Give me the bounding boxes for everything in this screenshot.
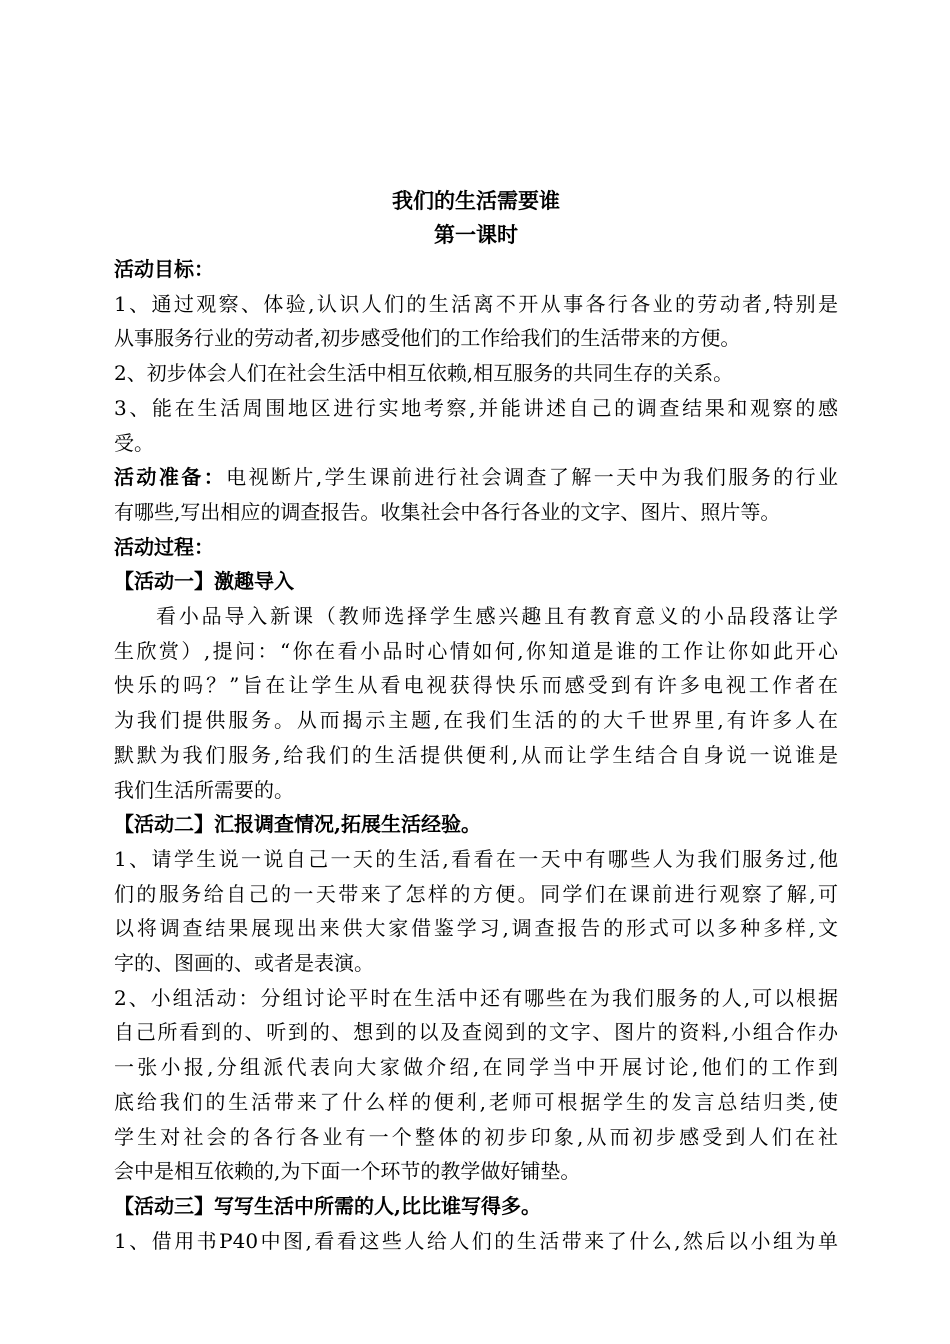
- prep-text-1: 电视断片,学生课前进行社会调查了解一天中为我们服务的行业: [226, 465, 839, 490]
- activity2-line-7: 一张小报,分组派代表向大家做介绍,在同学当中开展讨论,他们的工作到: [114, 1055, 838, 1080]
- activity3-heading: 【活动三】写写生活中所需的人,比比谁写得多。: [114, 1193, 541, 1218]
- activity2-heading: 【活动二】汇报调查情况,拓展生活经验。: [114, 812, 481, 837]
- activity2-line-5: 2、小组活动：分组讨论平时在生活中还有哪些在为我们服务的人,可以根据: [114, 985, 838, 1010]
- activity1-line-6: 我们生活所需要的。: [114, 777, 294, 802]
- activity1-line-4: 为我们提供服务。从而揭示主题,在我们生活的的大千世界里,有许多人在: [114, 708, 838, 733]
- activity2-line-8: 底给我们的生活带来了什么样的便利,老师可根据学生的发言总结归类,使: [114, 1089, 838, 1114]
- activity2-line-3: 以将调查结果展现出来供大家借鉴学习,调查报告的形式可以多种多样,文: [114, 916, 838, 941]
- activity1-line-1: 看小品导入新课（教师选择学生感兴趣且有教育意义的小品段落让学: [156, 604, 838, 629]
- activity1-line-2: 生欣赏）,提问：“你在看小品时心情如何,你知道是谁的工作让你如此开心: [114, 638, 838, 663]
- activity2-line-10: 会中是相互依赖的,为下面一个环节的教学做好铺垫。: [114, 1159, 581, 1184]
- goal-item-3-line-2: 受。: [114, 430, 154, 455]
- activity2-line-1: 1、请学生说一说自己一天的生活,看看在一天中有哪些人为我们服务过,他: [114, 846, 838, 871]
- goal-item-2-line-1: 2、初步体会人们在社会生活中相互依赖,相互服务的共同生存的关系。: [114, 361, 734, 386]
- activity2-line-4: 字的、图画的、或者是表演。: [114, 951, 374, 976]
- activity1-line-3: 快乐的吗？”旨在让学生从看电视获得快乐而感受到有许多电视工作者在: [114, 673, 838, 698]
- activity1-heading: 【活动一】激趣导入: [114, 569, 294, 594]
- document-subtitle: 第一课时: [434, 222, 518, 247]
- activity2-line-2: 们的服务给自己的一天带来了怎样的方便。同学们在课前进行观察了解,可: [114, 881, 838, 906]
- prep-line-1: [114, 460, 838, 495]
- activity3-line-1: 1、借用书P40中图,看看这些人给人们的生活带来了什么,然后以小组为单: [114, 1228, 838, 1253]
- goal-item-3-line-1: 3、能在生活周围地区进行实地考察,并能讲述自己的调查结果和观察的感: [114, 395, 838, 420]
- prep-line-2: 有哪些,写出相应的调查报告。收集社会中各行各业的文字、图片、照片等。: [114, 499, 781, 524]
- goal-item-1-line-2: 从事服务行业的劳动者,初步感受他们的工作给我们的生活带来的方便。: [114, 326, 741, 351]
- goal-item-1-line-1: 1、通过观察、体验,认识人们的生活离不开从事各行各业的劳动者,特别是: [114, 291, 838, 316]
- goals-heading: 活动目标：: [114, 257, 214, 281]
- activity1-line-5: 默默为我们服务,给我们的生活提供便利,从而让学生结合自身说一说谁是: [114, 742, 838, 767]
- activity2-line-6: 自己所看到的、听到的、想到的以及查阅到的文字、图片的资料,小组合作办: [114, 1020, 838, 1045]
- document-title: 我们的生活需要谁: [392, 188, 560, 213]
- document-page: [114, 184, 838, 1258]
- prep-label: 活动准备：: [114, 465, 227, 490]
- process-heading: 活动过程：: [114, 534, 214, 559]
- activity2-line-9: 学生对社会的各行各业有一个整体的初步印象,从而初步感受到人们在社: [114, 1124, 838, 1149]
